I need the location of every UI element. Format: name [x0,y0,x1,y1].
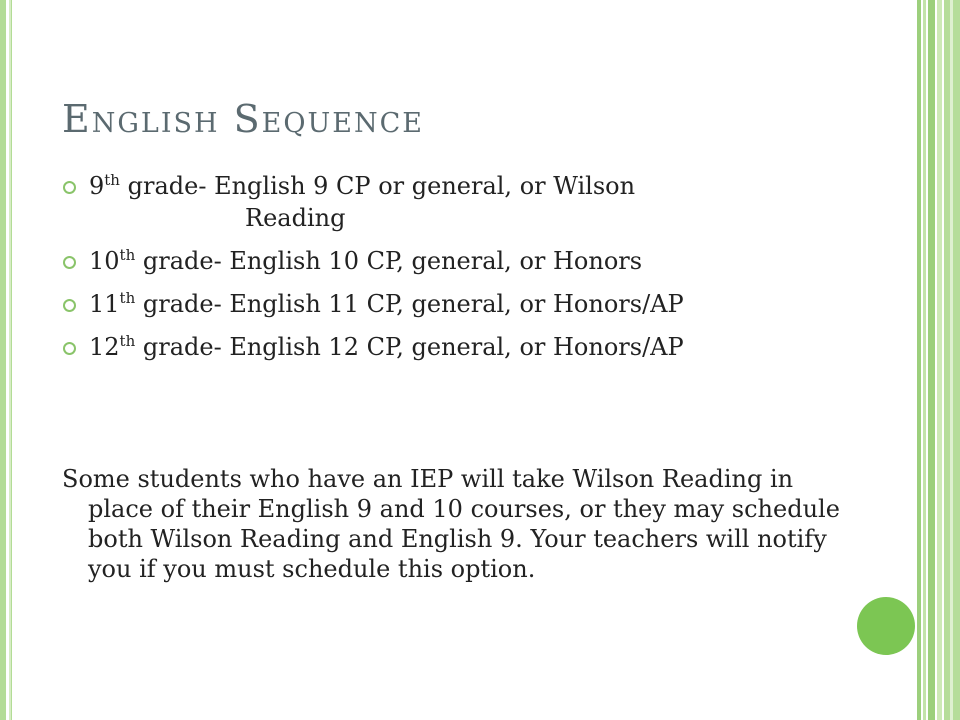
circle-bullet-icon [63,299,76,312]
body-paragraph: Some students who have an IEP will take Wilson Reading in place of their English 9 and 10 courses, or they may schedule both Wilson Reading and English 9. Your teachers will notify you if you must schedule this option. [62,465,840,583]
bullet-item [60,170,850,234]
right-stripe [923,0,926,720]
bullet-text: grade- English 11 CP, general, or Honors/AP [135,290,684,318]
ordinal-suffix: th [119,289,136,307]
right-stripe [950,0,953,720]
bullet-list [60,170,850,363]
bullet-text-continuation: Reading [245,204,346,232]
circle-bullet-icon [63,181,76,194]
bullet-item [60,245,850,277]
left-border-inner-line [9,0,11,720]
grade-number: 12 [89,333,120,361]
green-circle-decoration [857,597,915,655]
circle-bullet-icon [63,256,76,269]
slide-title: English Sequence [62,97,424,141]
bullet-text: grade- English 10 CP, general, or Honors [135,247,643,275]
ordinal-suffix: th [119,246,136,264]
right-stripe [917,0,921,720]
bullet-item [60,288,850,320]
bullet-item [60,331,850,363]
bullet-text: grade- English 12 CP, general, or Honors/AP [135,333,684,361]
right-stripe [937,0,942,720]
right-stripe [928,0,935,720]
bullet-text: grade- English 9 CP or general, or Wilson [119,172,636,200]
grade-number: 10 [89,247,120,275]
grade-number: 11 [89,290,120,318]
circle-bullet-icon [63,342,76,355]
grade-number: 9 [89,172,105,200]
ordinal-suffix: th [119,332,136,350]
ordinal-suffix: th [104,171,120,189]
